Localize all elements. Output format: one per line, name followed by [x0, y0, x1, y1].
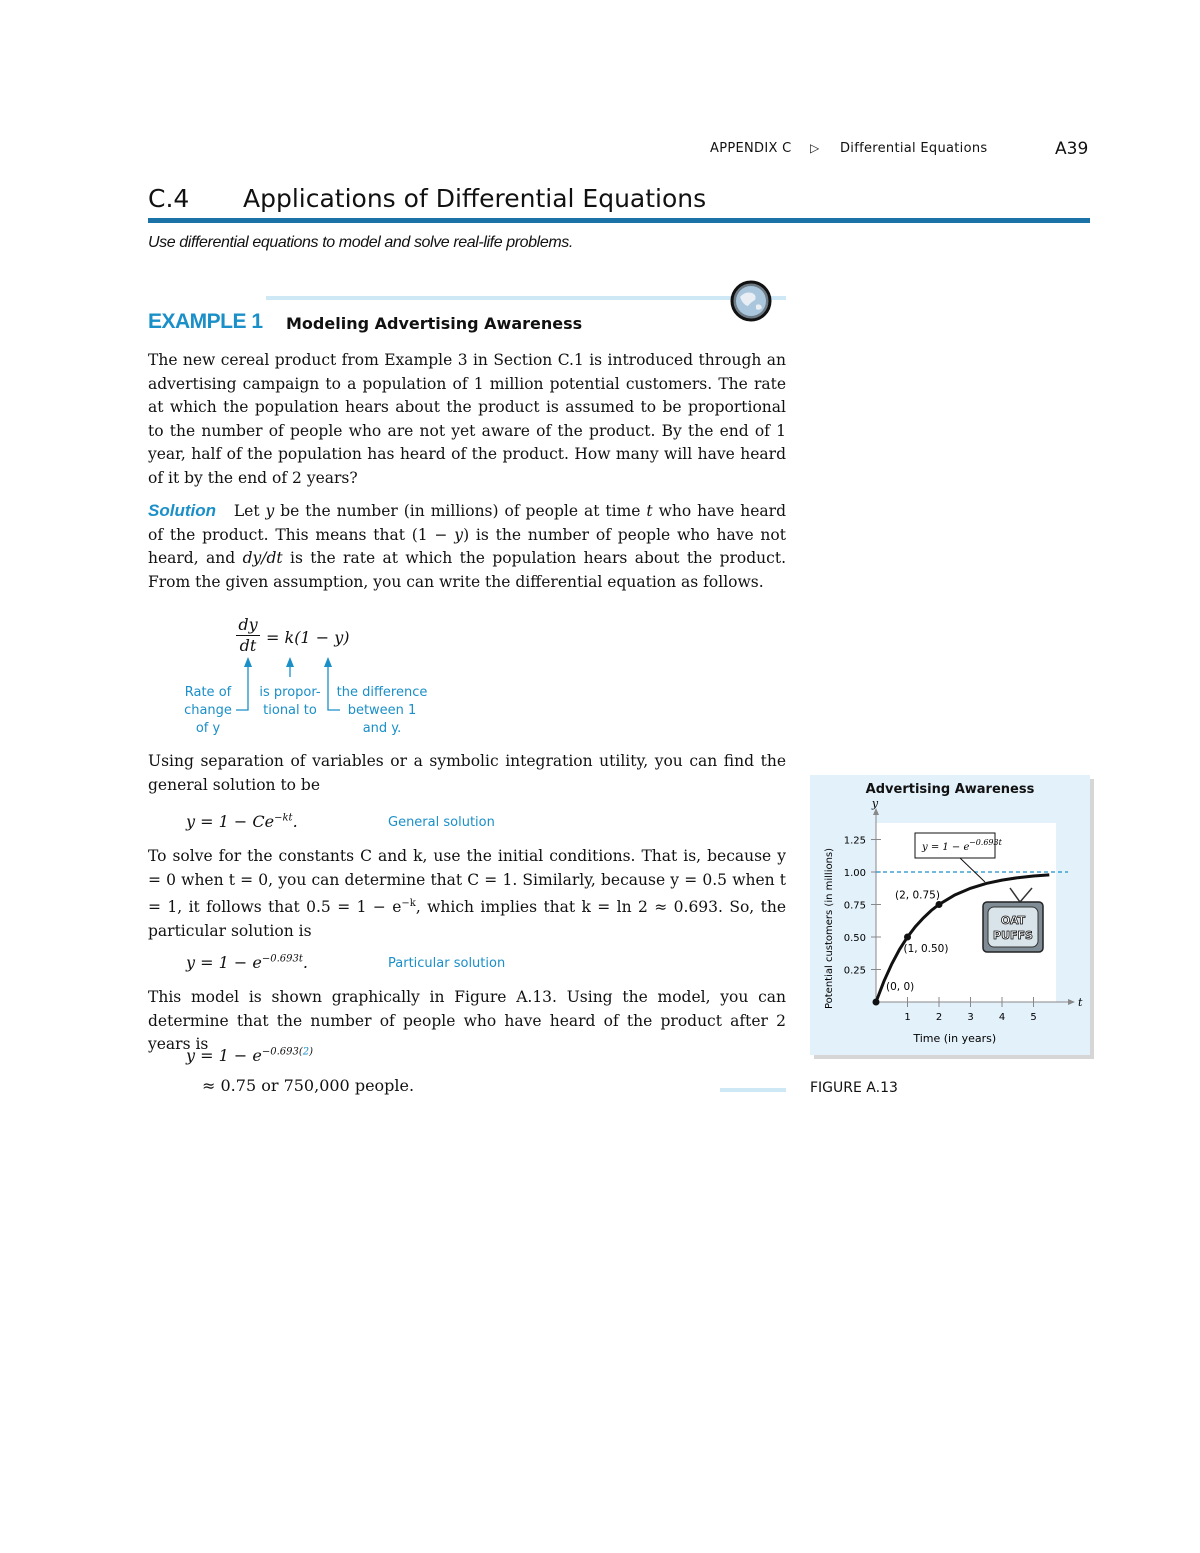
example-title: Modeling Advertising Awareness [286, 314, 583, 333]
eq-exponent: ) [309, 1046, 314, 1058]
point-label: (0, 0) [886, 981, 915, 993]
final-approx: ≈ 0.75 or 750,000 people. [202, 1076, 415, 1095]
solution-text: who have heard of the product. This means that (1 − [148, 502, 786, 544]
figure-caption: FIGURE A.13 [810, 1080, 898, 1096]
annotation-line: the difference [336, 685, 428, 700]
data-point [873, 999, 880, 1006]
section-number: C.4 [148, 184, 190, 213]
annotation-line: tional to [263, 703, 317, 718]
section-objective: Use differential equations to model and solve real-life problems. [148, 234, 573, 251]
eq-exponent-value: 2 [302, 1046, 310, 1058]
y-tick-label: 0.50 [843, 933, 866, 944]
example-end-bar [720, 1088, 786, 1092]
running-head-section: Differential Equations [840, 141, 988, 156]
x-axis-arrow-icon [1068, 999, 1075, 1005]
equation-exponent: −0.693t [969, 838, 1002, 847]
y-tick-label: 0.75 [843, 900, 866, 912]
point-label: (2, 0.75) [895, 889, 940, 902]
separation-text: Using separation of variables or a symbolic integration utility, you can find the general solution to be [148, 752, 786, 794]
var-t: t [646, 502, 653, 520]
solution-text: be the number (in millions) of people at time [274, 502, 647, 520]
annotation-difference [334, 684, 430, 738]
eq-exponent: −0.693t [261, 953, 303, 965]
annotation-rate [180, 684, 236, 738]
x-axis-letter: t [1078, 996, 1083, 1009]
eq-exponent: −0.693( [261, 1046, 303, 1058]
figure-panel [810, 775, 1090, 1055]
triangle-arrow-icon: ▷ [810, 141, 820, 155]
section-title: Applications of Differential Equations [243, 184, 707, 213]
constants-paragraph [148, 845, 786, 944]
annotation-line: change [184, 703, 232, 718]
de-fraction [236, 615, 260, 655]
annotation-line: is propor- [259, 685, 321, 700]
constants-text: To solve for the constants C and k, use the initial conditions. That is, because y = 0 when t = 0, you can determine that C = 1. Similarly, because y = 0.5 when t = 1, it follows that 0.5 = 1 − e [148, 847, 786, 917]
model-paragraph: This model is shown graphically in Figure A.13. Using the model, you can determine that the number of people who have heard of the product after 2 years is [148, 988, 786, 1054]
equation-label: y = 1 − e [922, 842, 970, 853]
page-number: A39 [1055, 139, 1089, 159]
final-eq [186, 1046, 313, 1065]
y-axis-letter: y [871, 797, 879, 810]
tv-brand-text: OAT [1000, 914, 1026, 927]
de-numerator: dy [238, 615, 258, 634]
solution-paragraph [148, 499, 786, 594]
problem-text: The new cereal product from Example 3 in Section C.1 is introduced through an advertising campaign to a population of 1 million potential customers. The rate at which the population hears about the product is assumed to be proportional to the number of people who are not yet aware of the product. By the end of 1 year, half of the population has heard of the product. How many will have heard of it by the end of 2 years? [148, 351, 786, 487]
annotation-line: of y [195, 721, 221, 736]
awareness-chart [810, 775, 1090, 1055]
solution-text: Let [233, 502, 266, 520]
de-denominator: dt [236, 635, 260, 655]
x-tick-label: 1 [904, 1012, 911, 1023]
x-tick-label: 4 [998, 1012, 1006, 1023]
annotation-line: and y. [362, 721, 402, 736]
eq-body: y = 1 − e [186, 953, 262, 972]
tv-brand-text: PUFFS [993, 929, 1033, 942]
y-tick-label: 1.25 [843, 835, 866, 847]
eq-body: y = 1 − e [186, 1046, 262, 1065]
point-label: (1, 0.50) [903, 943, 949, 955]
var-dydt: dy/dt [242, 549, 283, 568]
var-y: y [265, 502, 275, 520]
particular-solution-note: Particular solution [388, 956, 506, 971]
solution-text: is the rate at which the population hears about the product. From the given assumption, you can write the differential equation as follows. [148, 549, 786, 591]
y-tick-label: 0.25 [843, 965, 866, 977]
x-tick-label: 5 [1030, 1012, 1037, 1023]
appendix-label: APPENDIX C [710, 141, 792, 156]
eq-body: y = 1 − Ce [186, 812, 275, 831]
globe-icon [730, 280, 772, 322]
x-tick-label: 2 [935, 1012, 943, 1023]
var-y: y [454, 525, 464, 544]
example-label: EXAMPLE 1 [148, 310, 263, 333]
solution-text: ) is the number of people who have not heard, and [148, 525, 786, 568]
y-tick-label: 1.00 [843, 868, 866, 879]
particular-solution-eq: $y = 1 - e^{-0.693t}$. [186, 953, 308, 972]
data-point [904, 934, 911, 941]
eq-exponent: −k [401, 898, 416, 910]
de-rhs: = k(1 − y) [266, 628, 350, 647]
x-tick-label: 3 [967, 1012, 974, 1023]
y-axis-label: Potential customers (in millions) [824, 847, 835, 1010]
example-bar [266, 296, 786, 300]
annotation-proportional [254, 684, 326, 720]
solution-heading: Solution [148, 501, 216, 520]
eq-exponent: −kt [274, 812, 293, 824]
constants-text: , which implies that k = ln 2 ≈ 0.693. So, the particular solution is [148, 898, 786, 940]
chart-title: Advertising Awareness [865, 782, 1035, 797]
general-solution-note: General solution [388, 815, 495, 830]
data-point [936, 901, 943, 908]
figure-shadow [1090, 779, 1094, 1059]
general-solution-eq: $y = 1 - Ce^{-kt}$. [186, 812, 298, 831]
x-axis-label: Time (in years) [913, 1032, 997, 1045]
annotation-line: Rate of [184, 685, 232, 700]
figure-shadow [814, 1055, 1094, 1059]
annotation-line: between 1 [347, 703, 417, 718]
section-rule [148, 218, 1090, 223]
